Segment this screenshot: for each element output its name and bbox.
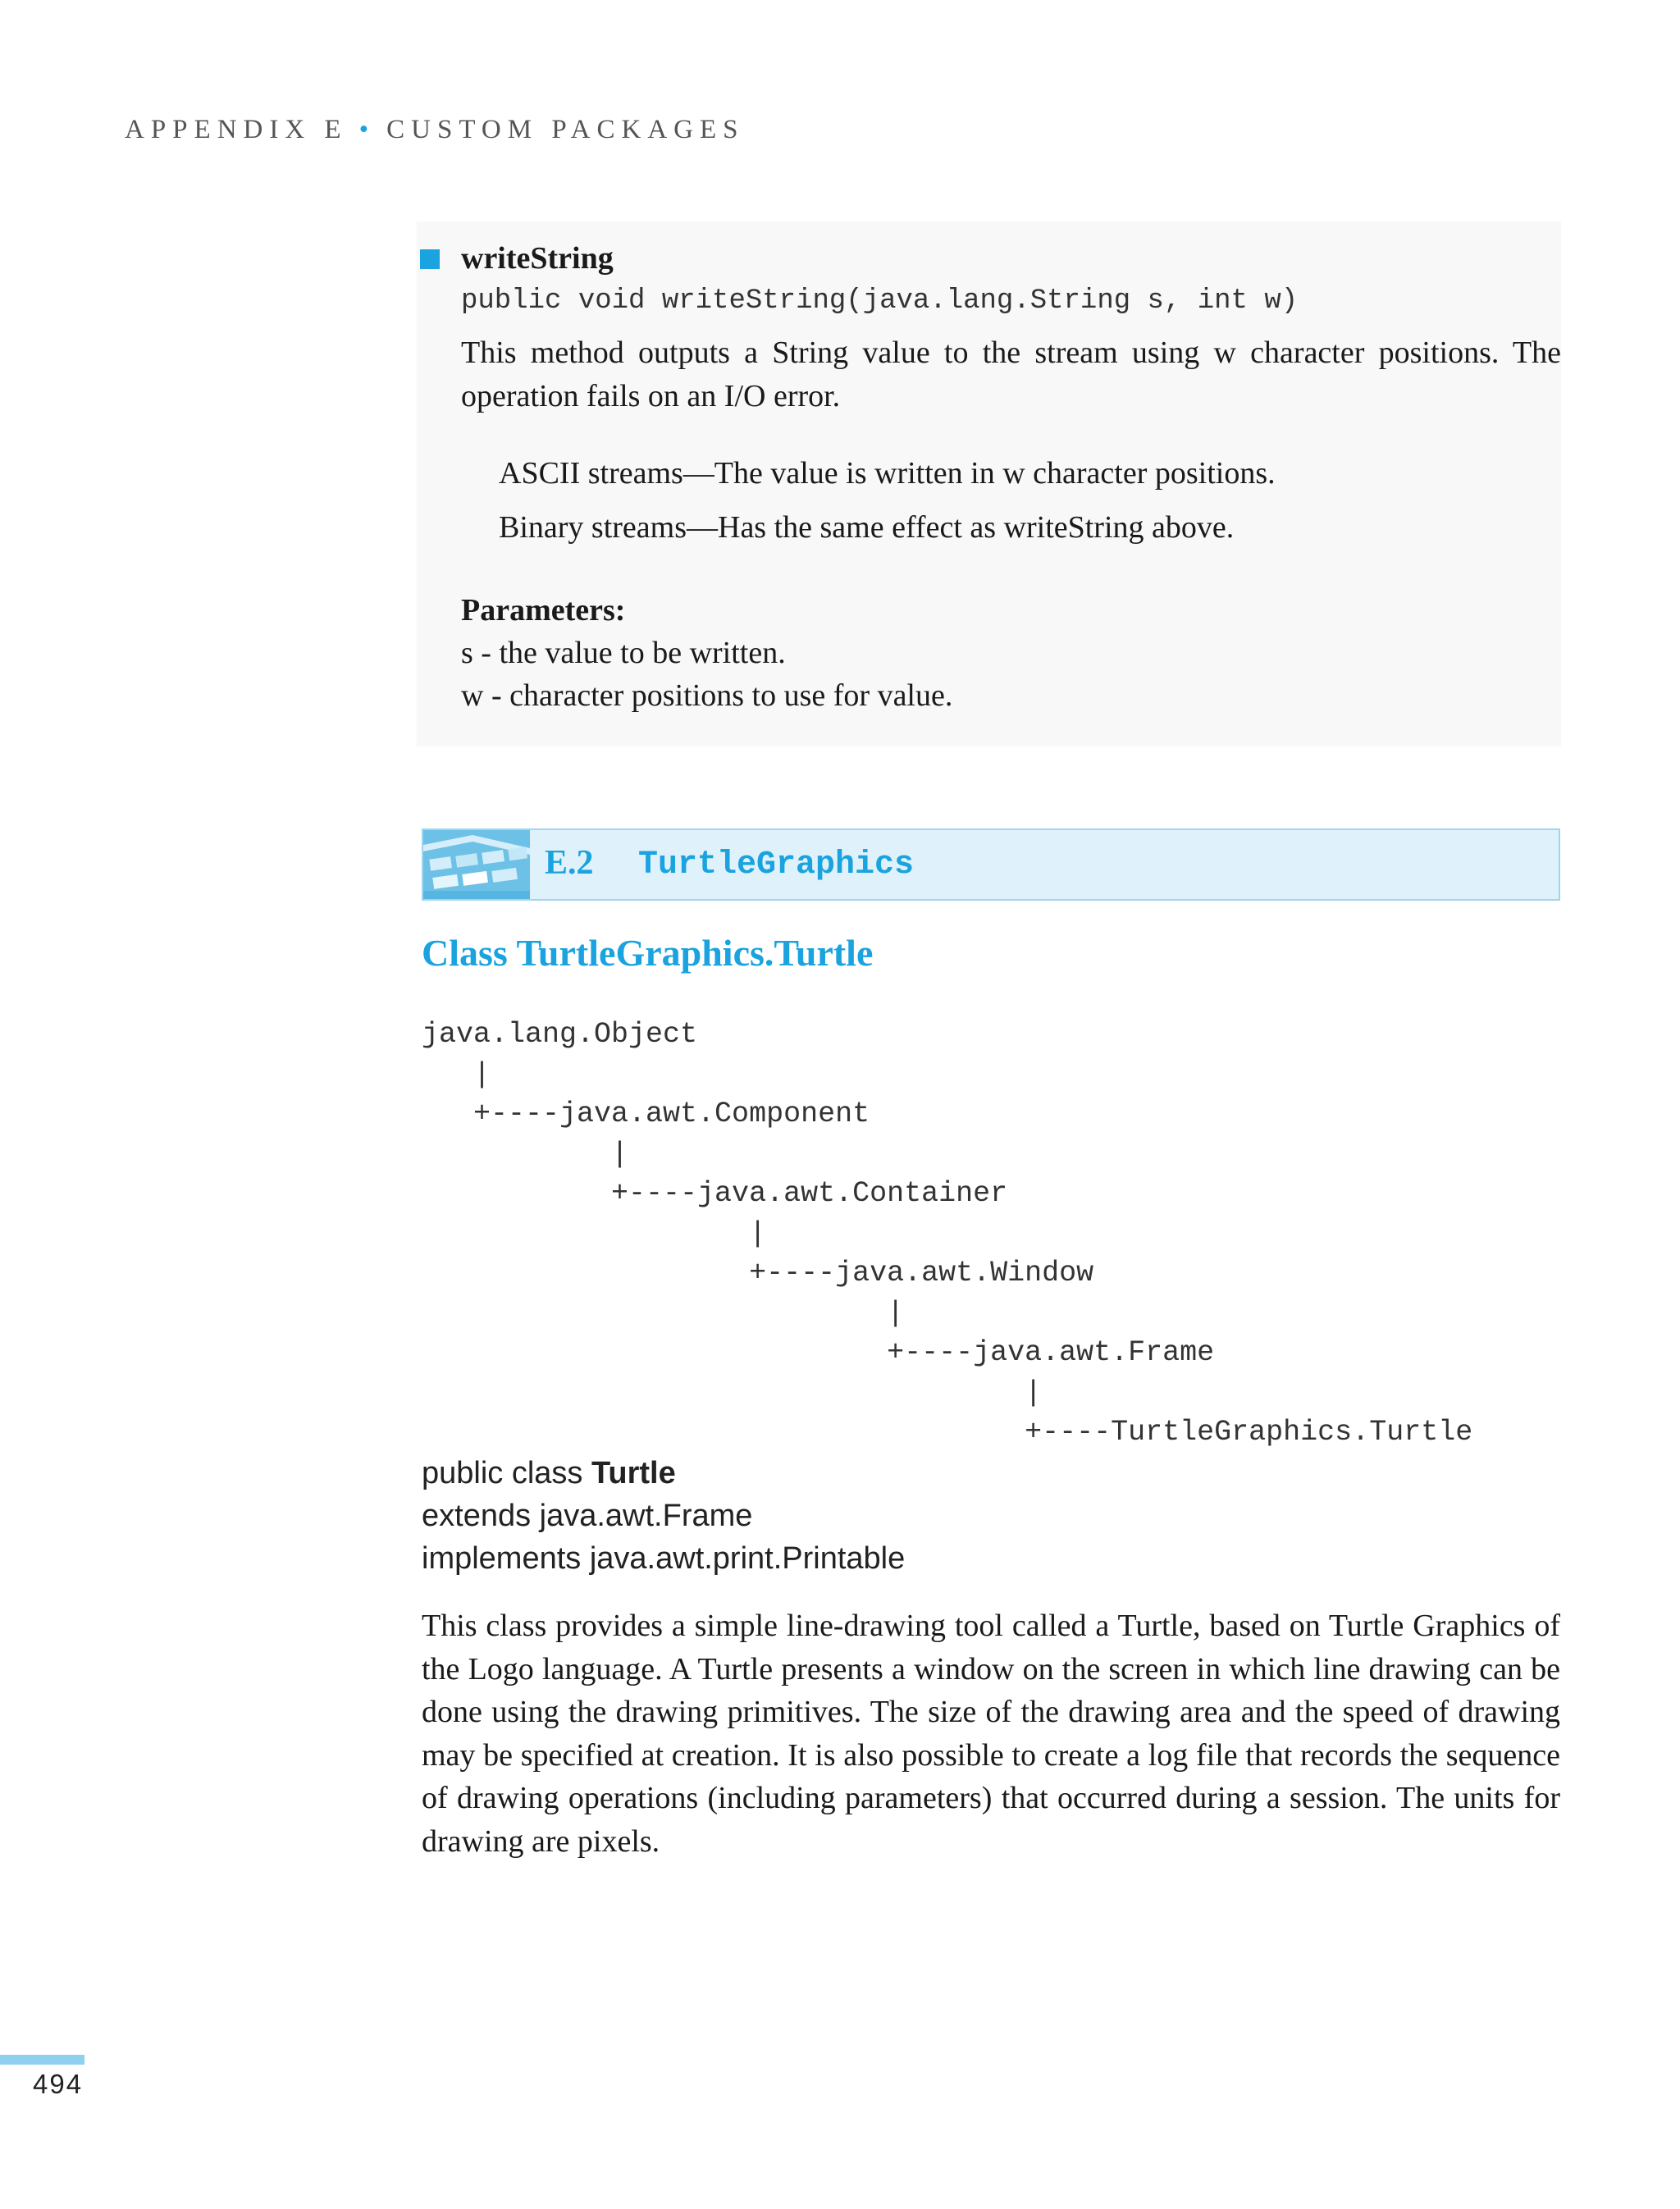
bullet-square-icon: [420, 249, 440, 269]
running-head: [125, 115, 745, 145]
declaration-prefix: public class: [422, 1456, 591, 1490]
running-head-appendix: APPENDIX E: [125, 115, 348, 144]
class-hierarchy: [422, 1015, 1472, 1453]
hierarchy-line: java.lang.Object: [422, 1018, 698, 1051]
class-heading: Class TurtleGraphics.Turtle: [422, 932, 874, 974]
hierarchy-line: +----java.awt.Container: [422, 1177, 1008, 1210]
section-title: TurtleGraphics: [638, 847, 915, 883]
method-title: [417, 238, 1561, 279]
method-entry-writestring: [417, 238, 1561, 717]
parameter-s: s - the value to be written.: [461, 636, 786, 670]
parameter-w: w - character positions to use for value.: [461, 678, 953, 713]
hierarchy-line: +----java.awt.Window: [422, 1257, 1094, 1289]
method-name: writeString: [461, 241, 614, 276]
hierarchy-line: +----java.awt.Frame: [422, 1336, 1215, 1369]
parameters-heading: Parameters:: [461, 593, 626, 628]
class-declaration: [422, 1452, 905, 1580]
declaration-extends: extends java.awt.Frame: [422, 1499, 753, 1533]
page-number-tab: [0, 2055, 84, 2065]
hierarchy-line: +----java.awt.Component: [422, 1098, 870, 1130]
declaration-class-name: Turtle: [591, 1456, 676, 1490]
method-signature: public void writeString(java.lang.String s, int w): [461, 285, 1299, 317]
running-head-bullet: •: [358, 115, 376, 144]
running-head-chapter: CUSTOM PACKAGES: [386, 115, 745, 144]
declaration-class-line: [422, 1452, 905, 1495]
section-banner: [422, 828, 1560, 901]
stream-behavior-list: [417, 446, 1561, 555]
hierarchy-line: |: [422, 1057, 491, 1091]
hierarchy-line: |: [422, 1296, 905, 1330]
hierarchy-line: |: [422, 1376, 1043, 1409]
stream-item-binary: Binary streams—Has the same effect as writeString above.: [499, 510, 1235, 545]
hierarchy-line: +----TurtleGraphics.Turtle: [422, 1416, 1473, 1449]
hierarchy-line: |: [422, 1216, 767, 1250]
section-number: E.2: [545, 844, 594, 882]
class-description: This class provides a simple line-drawing tool called a Turtle, based on Turtle Graphics of the Logo language. A Turtle presents a window on the screen in which line drawing can be done using the drawing primitives. The size of the drawing area and the speed of drawing may be specified at creation. It is also possible to create a log file that records the sequence of drawing operations (including parameters) that occurred during a session. The units for drawing are pixels.: [422, 1609, 1560, 1859]
keyboard-image-icon: [423, 830, 530, 899]
method-description: This method outputs a String value to the stream using w character positions. The operation fails on an I/O error.: [461, 335, 1561, 413]
hierarchy-line: |: [422, 1137, 629, 1171]
page-number: 494: [33, 2069, 84, 2099]
stream-item-ascii: ASCII streams—The value is written in w character positions.: [499, 456, 1276, 491]
declaration-implements: implements java.awt.print.Printable: [422, 1541, 906, 1576]
